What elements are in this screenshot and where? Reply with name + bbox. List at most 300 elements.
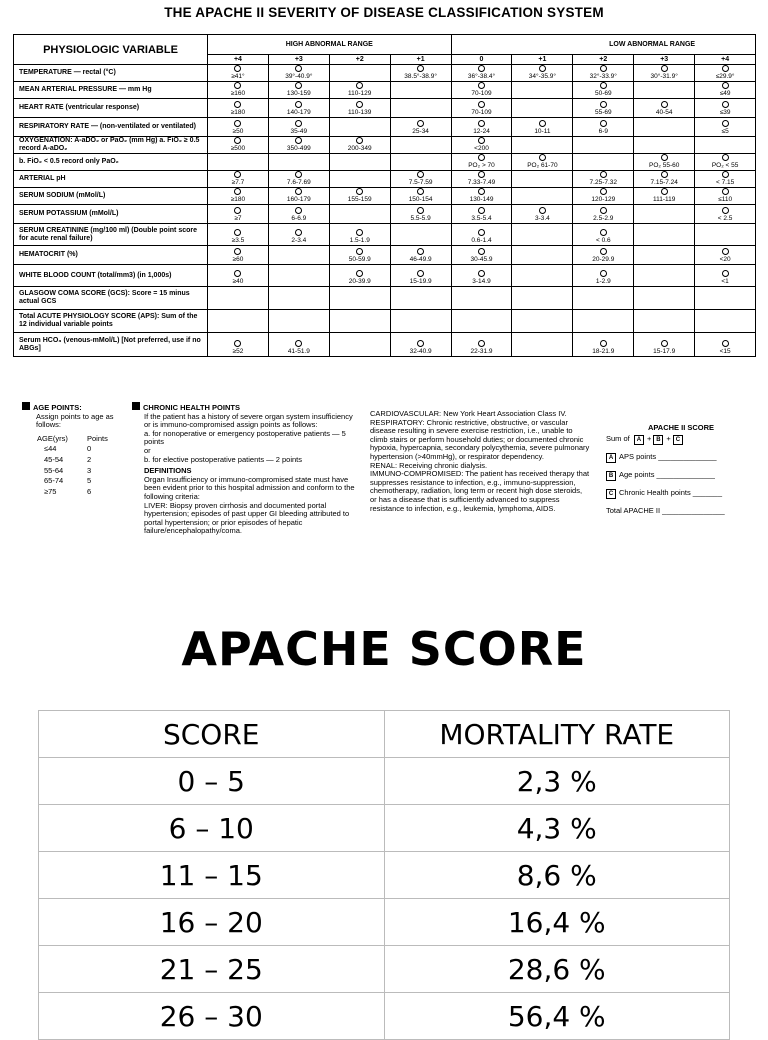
range-cell (268, 137, 329, 154)
range-value: 50-69 (594, 90, 612, 97)
range-cell (634, 137, 695, 154)
range-cell (329, 188, 390, 205)
score-circle-icon (661, 340, 668, 347)
range-value: 0.6-1.4 (471, 237, 492, 244)
range-cell (268, 246, 329, 265)
range-cell (268, 224, 329, 246)
points-header-cell: +4 (208, 55, 269, 65)
score-circle-icon (661, 154, 668, 161)
range-cell (208, 171, 269, 188)
range-cell (634, 188, 695, 205)
mortality-rate: 28,6 % (384, 946, 730, 993)
score-circle-icon (478, 65, 485, 72)
points-header-cell: 0 (451, 55, 512, 65)
mortality-rate: 8,6 % (384, 852, 730, 899)
variable-label: Serum HCO₃ (venous-mMol/L) [Not preferred, use if no ABGs] (14, 333, 208, 357)
score-circle-icon (600, 248, 607, 255)
range-value: 140-179 (286, 109, 311, 116)
score-circle-icon (234, 65, 241, 72)
physiology-row (14, 188, 756, 205)
range-cell (329, 99, 390, 118)
score-circle-icon (600, 340, 607, 347)
range-value: ≤5 (721, 128, 729, 135)
range-value: 38.5°-38.9° (404, 73, 437, 80)
score-range: 21 – 25 (39, 946, 385, 993)
range-cell (390, 137, 451, 154)
range-cell (208, 99, 269, 118)
variable-label: b. FiO₂ < 0.5 record only PaO₂ (14, 154, 208, 171)
range-cell (573, 154, 634, 171)
score-circle-icon (478, 188, 485, 195)
resp-criteria: RESPIRATORY: Chronic restrictive, obstructive, or vascular disease resulting in severe exercise restriction, i.e., unable to climb stairs or perform household duties; or documented chronic hypoxia, hypercapnia, secondary polycythemia, severe pulmonary hypertension (>40mmHg), or respirator dependency. (370, 417, 590, 461)
range-cell (695, 118, 756, 137)
range-cell (512, 265, 573, 287)
age-row (36, 455, 109, 466)
range-value: 200-349 (347, 145, 372, 152)
range-value: 30°-31.9° (650, 73, 678, 80)
score-circle-icon (722, 120, 729, 127)
range-value: ≤39 (719, 109, 731, 116)
score-circle-icon (661, 171, 668, 178)
variable-label: RESPIRATORY RATE — (non-ventilated or ventilated) (14, 118, 208, 137)
range-cell (268, 188, 329, 205)
score-circle-icon (722, 248, 729, 255)
range-value: ≤29.9° (715, 73, 735, 80)
score-circle-icon (661, 101, 668, 108)
score-circle-icon (417, 188, 424, 195)
age-points: 0 (87, 444, 92, 454)
range-cell (512, 137, 573, 154)
range-cell (451, 65, 512, 82)
age-points: 6 (87, 486, 92, 496)
total-apache-label: Total APACHE II (606, 505, 661, 515)
range-cell (695, 137, 756, 154)
score-circle-icon (722, 207, 729, 214)
physio-header: PHYSIOLOGIC VARIABLE (14, 35, 208, 65)
range-cell (573, 188, 634, 205)
age-points: 2 (87, 454, 92, 464)
range-value: 15-19.9 (409, 278, 432, 285)
range-value: ≥3.5 (231, 237, 245, 244)
age-points-text: Assign points to age as follows: (36, 411, 114, 430)
range-cell (268, 99, 329, 118)
range-cell (208, 154, 269, 171)
range-cell (329, 65, 390, 82)
age-range: ≤44 (44, 444, 57, 454)
score-circle-icon (478, 154, 485, 161)
score-circle-icon (600, 120, 607, 127)
range-cell (573, 333, 634, 357)
physiology-row (14, 224, 756, 246)
physiology-row (14, 65, 756, 82)
score-circle-icon (600, 65, 607, 72)
score-circle-icon (417, 248, 424, 255)
range-cell (573, 224, 634, 246)
score-circle-icon (722, 154, 729, 161)
definitions-title: DEFINITIONS (144, 466, 192, 476)
range-cell (512, 65, 573, 82)
mortality-rate: 4,3 % (384, 805, 730, 852)
range-cell (390, 265, 451, 287)
range-cell (390, 310, 451, 333)
range-value: 70-109 (471, 109, 492, 116)
range-cell (695, 287, 756, 310)
score-circle-icon (722, 101, 729, 108)
mortality-row (39, 805, 730, 852)
age-points: 3 (87, 465, 92, 475)
b-box-icon (22, 402, 30, 410)
score-circle-icon (234, 188, 241, 195)
range-cell (208, 65, 269, 82)
range-cell (329, 265, 390, 287)
score-circle-icon (356, 82, 363, 89)
range-value: 350-499 (286, 145, 311, 152)
score-circle-icon (295, 137, 302, 144)
range-cell (451, 99, 512, 118)
points-header-cell: +2 (329, 55, 390, 65)
mortality-rate-header: MORTALITY RATE (384, 711, 730, 758)
score-circle-icon (600, 229, 607, 236)
range-cell (634, 65, 695, 82)
variable-label: TEMPERATURE — rectal (°C) (14, 65, 208, 82)
range-cell (208, 118, 269, 137)
range-cell (695, 310, 756, 333)
range-cell (268, 333, 329, 357)
score-circle-icon (234, 207, 241, 214)
range-value: <20 (719, 256, 731, 263)
chronic-text: If the patient has a history of severe organ system insufficiency or is immuno-compromised assign points as follows: (144, 411, 353, 430)
range-value: 30-45.9 (470, 256, 493, 263)
mortality-rate: 56,4 % (384, 993, 730, 1040)
score-circle-icon (722, 65, 729, 72)
range-value: ≥60 (232, 256, 244, 263)
range-cell (634, 171, 695, 188)
physiology-row (14, 82, 756, 99)
c-box-icon (132, 402, 140, 410)
range-value: 3-14.9 (472, 278, 491, 285)
range-cell (695, 171, 756, 188)
range-cell (512, 99, 573, 118)
range-value: 7.15-7.24 (650, 179, 678, 186)
score-circle-icon (234, 120, 241, 127)
score-circle-icon (234, 101, 241, 108)
range-cell (512, 224, 573, 246)
score-circle-icon (417, 171, 424, 178)
score-header: SCORE (39, 711, 385, 758)
range-cell (695, 99, 756, 118)
definitions-text: Organ Insufficiency or immuno-compromised state must have been evident prior to this hospital admission and conform to the following criteria: (144, 474, 355, 501)
range-value: < 7.15 (715, 179, 735, 186)
range-cell (512, 246, 573, 265)
range-value: 36°-38.4° (467, 73, 496, 80)
range-cell (573, 246, 634, 265)
range-cell (634, 154, 695, 171)
score-circle-icon (600, 82, 607, 89)
variable-label: WHITE BLOOD COUNT (total/mm3) (in 1,000s) (14, 265, 208, 287)
range-cell (208, 205, 269, 224)
mortality-row (39, 899, 730, 946)
score-range: 11 – 15 (39, 852, 385, 899)
renal-criteria: RENAL: Receiving chronic dialysis. (370, 460, 488, 470)
range-cell (451, 287, 512, 310)
range-cell (390, 246, 451, 265)
range-value: ≥500 (230, 145, 246, 152)
range-cell (390, 205, 451, 224)
low-range-header: LOW ABNORMAL RANGE (451, 35, 756, 55)
range-cell (451, 310, 512, 333)
range-cell (208, 310, 269, 333)
range-value: 40-54 (655, 109, 673, 116)
mortality-table (38, 710, 730, 1040)
points-header-cell: +1 (512, 55, 573, 65)
age-points-label: Age points (619, 469, 655, 479)
range-cell (573, 99, 634, 118)
score-circle-icon (661, 188, 668, 195)
score-circle-icon (356, 229, 363, 236)
range-cell (634, 118, 695, 137)
aps-points-label: APS points (619, 451, 657, 461)
score-circle-icon (234, 270, 241, 277)
range-cell (512, 118, 573, 137)
score-circle-icon (478, 207, 485, 214)
range-cell (208, 265, 269, 287)
range-value: 32°-33.9° (589, 73, 617, 80)
range-cell (451, 205, 512, 224)
physiology-row (14, 333, 756, 357)
range-cell (390, 188, 451, 205)
range-cell (329, 82, 390, 99)
criteria-block (370, 410, 590, 513)
range-cell (390, 333, 451, 357)
range-cell (268, 287, 329, 310)
range-cell (268, 205, 329, 224)
age-range: ≥75 (44, 486, 57, 496)
variable-label: GLASGOW COMA SCORE (GCS): Score = 15 minus actual GCS (14, 287, 208, 310)
score-circle-icon (234, 229, 241, 236)
mortality-row (39, 758, 730, 805)
range-cell (573, 137, 634, 154)
range-value: 15-17.9 (653, 348, 676, 355)
range-cell (208, 224, 269, 246)
score-circle-icon (295, 171, 302, 178)
apache-physiology-table (13, 34, 756, 357)
score-circle-icon (539, 154, 546, 161)
range-cell (329, 137, 390, 154)
range-cell (451, 137, 512, 154)
score-circle-icon (295, 101, 302, 108)
score-circle-icon (356, 248, 363, 255)
physiology-row (14, 118, 756, 137)
range-cell (573, 265, 634, 287)
range-cell (451, 171, 512, 188)
range-value: 25-34 (412, 128, 429, 135)
range-cell (634, 224, 695, 246)
chronic-a: a. for nonoperative or emergency postoperative patients — 5 points (144, 428, 346, 447)
range-cell (634, 246, 695, 265)
range-cell (512, 333, 573, 357)
range-cell (208, 82, 269, 99)
age-range: 55-64 (44, 465, 64, 475)
range-cell (390, 99, 451, 118)
range-value: PO₂ > 70 (468, 162, 495, 169)
high-range-header: HIGH ABNORMAL RANGE (208, 35, 452, 55)
range-cell (695, 224, 756, 246)
range-value: 34°-35.9° (528, 73, 557, 80)
range-cell (512, 82, 573, 99)
range-value: 32-40.9 (409, 348, 432, 355)
range-value: 7.25-7.32 (589, 179, 618, 186)
range-cell (451, 82, 512, 99)
points-header-cell: +4 (695, 55, 756, 65)
range-cell (390, 287, 451, 310)
physiology-row (14, 171, 756, 188)
physiology-row (14, 265, 756, 287)
range-cell (390, 65, 451, 82)
range-cell (329, 171, 390, 188)
variable-label: HEMATOCRIT (%) (14, 246, 208, 265)
range-value: ≥40 (232, 278, 244, 285)
range-value: 3.5-5.4 (471, 215, 492, 222)
score-circle-icon (661, 65, 668, 72)
range-value: PO₂ 55-60 (649, 162, 680, 169)
range-cell (268, 65, 329, 82)
score-circle-icon (722, 188, 729, 195)
range-value: 46-49.9 (409, 256, 432, 263)
range-cell (268, 265, 329, 287)
age-points-title: AGE POINTS: (33, 403, 82, 412)
range-value: 35-49 (290, 128, 308, 135)
range-cell (208, 137, 269, 154)
score-circle-icon (356, 188, 363, 195)
range-value: 5.5-5.9 (410, 215, 431, 222)
physiology-row (14, 310, 756, 333)
range-value: 111-119 (652, 196, 676, 203)
score-circle-icon (295, 65, 302, 72)
score-circle-icon (478, 101, 485, 108)
range-value: 2-3.4 (291, 237, 307, 244)
range-cell (390, 224, 451, 246)
score-circle-icon (600, 171, 607, 178)
mortality-row (39, 993, 730, 1040)
score-box-title: APACHE II SCORE (647, 423, 715, 432)
score-circle-icon (295, 229, 302, 236)
score-circle-icon (295, 188, 302, 195)
range-cell (451, 246, 512, 265)
score-circle-icon (478, 171, 485, 178)
range-cell (573, 287, 634, 310)
range-value: ≥7 (234, 215, 242, 222)
score-range: 0 – 5 (39, 758, 385, 805)
range-value: <1 (721, 278, 729, 285)
range-value: ≥160 (230, 90, 246, 97)
range-value: PO₂ 61-70 (527, 162, 558, 169)
range-cell (390, 154, 451, 171)
score-circle-icon (722, 340, 729, 347)
score-circle-icon (478, 270, 485, 277)
range-cell (573, 65, 634, 82)
variable-label: Total ACUTE PHYSIOLOGY SCORE (APS): Sum of the 12 individual variable points (14, 310, 208, 333)
range-cell (451, 224, 512, 246)
mortality-header-row (39, 711, 730, 758)
range-cell (695, 265, 756, 287)
age-row (36, 476, 109, 487)
range-cell (573, 82, 634, 99)
points-header-cell: +2 (573, 55, 634, 65)
physiology-row (14, 287, 756, 310)
chronic-points-label: Chronic Health points (619, 487, 691, 497)
variable-label: SERUM SODIUM (mMol/L) (14, 188, 208, 205)
range-value: <200 (474, 145, 489, 152)
range-cell (634, 205, 695, 224)
range-cell (695, 65, 756, 82)
points-header-cell: +3 (634, 55, 695, 65)
page-title: APACHE SCORE (181, 622, 587, 676)
range-cell (695, 154, 756, 171)
sum-of-label: Sum of (606, 433, 630, 443)
mortality-rate: 16,4 % (384, 899, 730, 946)
physiology-row (14, 154, 756, 171)
score-circle-icon (356, 137, 363, 144)
range-cell (268, 154, 329, 171)
apache-form-title: THE APACHE II SEVERITY OF DISEASE CLASSIFICATION SYSTEM (164, 5, 604, 20)
score-circle-icon (234, 137, 241, 144)
range-value: 155-159 (347, 196, 372, 203)
range-cell (451, 333, 512, 357)
score-circle-icon (417, 207, 424, 214)
range-cell (512, 154, 573, 171)
score-circle-icon (417, 120, 424, 127)
range-value: <15 (719, 348, 731, 355)
score-circle-icon (295, 207, 302, 214)
range-value: ≥52 (232, 348, 244, 355)
range-value: 160-179 (286, 196, 311, 203)
range-value: < 0.6 (595, 237, 611, 244)
range-value: ≥41° (231, 73, 245, 80)
score-circle-icon (478, 248, 485, 255)
range-value: ≥50 (232, 128, 244, 135)
range-cell (512, 205, 573, 224)
range-cell (634, 82, 695, 99)
range-value: 3-3.4 (534, 215, 550, 222)
score-circle-icon (600, 101, 607, 108)
range-cell (695, 333, 756, 357)
points-header-cell: +3 (268, 55, 329, 65)
score-circle-icon (539, 65, 546, 72)
range-cell (695, 246, 756, 265)
chronic-title: CHRONIC HEALTH POINTS (143, 403, 240, 412)
range-value: 22-31.9 (470, 348, 493, 355)
range-value: ≥180 (230, 109, 246, 116)
range-value: 7.5-7.59 (408, 179, 433, 186)
range-value: ≤49 (719, 90, 731, 97)
mortality-row (39, 946, 730, 993)
range-value: 1-2.9 (595, 278, 611, 285)
variable-label: OXYGENATION: A-aDO₂ or PaO₂ (mm Hg) a. FiO₂ ≥ 0.5 record A-aDO₂ (14, 137, 208, 154)
range-cell (451, 265, 512, 287)
range-value: 130-149 (469, 196, 494, 203)
score-circle-icon (295, 340, 302, 347)
range-cell (695, 188, 756, 205)
mortality-row (39, 852, 730, 899)
range-cell (451, 154, 512, 171)
range-value: 1.5-1.9 (349, 237, 370, 244)
range-cell (329, 287, 390, 310)
age-row (36, 466, 109, 477)
range-value: ≤110 (718, 196, 733, 203)
range-cell (329, 224, 390, 246)
score-circle-icon (539, 207, 546, 214)
score-circle-icon (478, 229, 485, 236)
